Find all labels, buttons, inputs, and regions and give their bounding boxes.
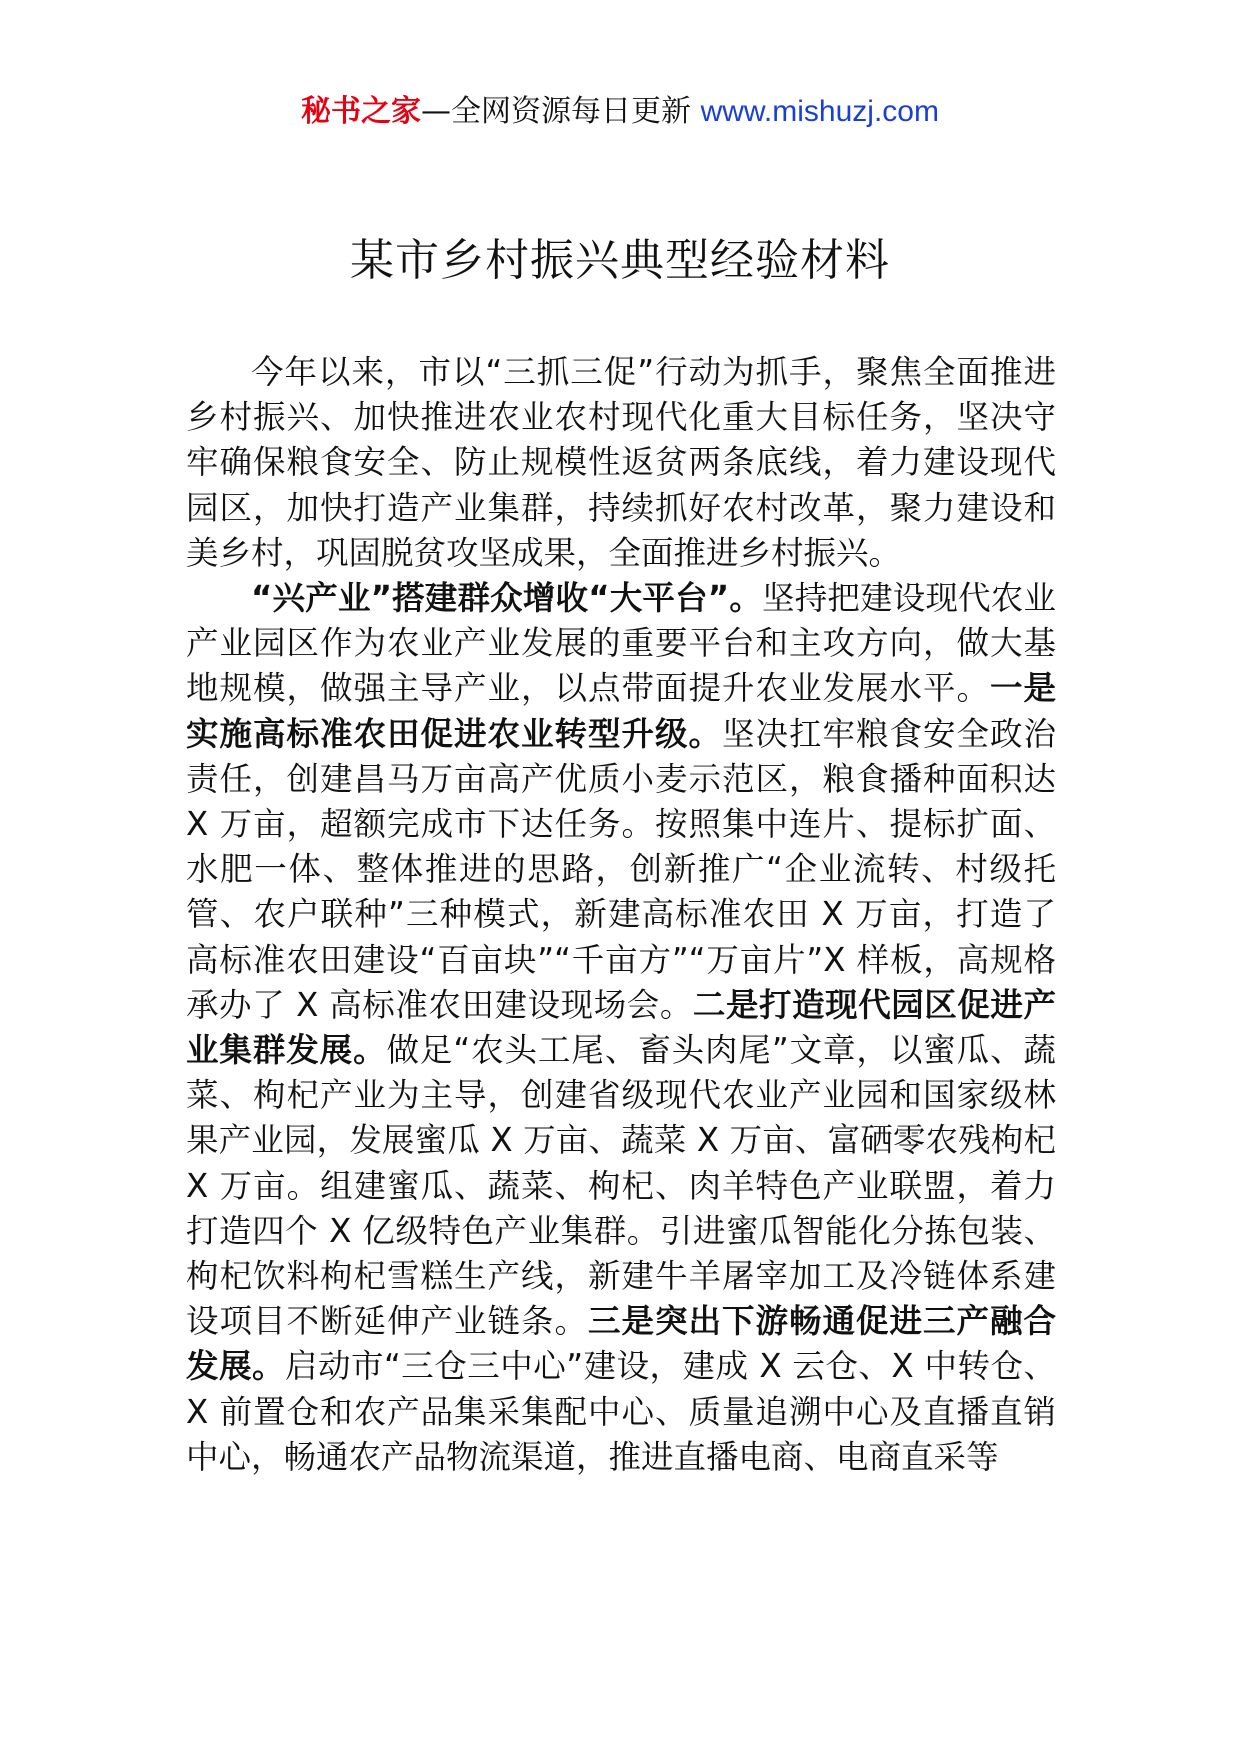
document-title: 某市乡村振兴典型经验材料	[350, 235, 890, 286]
site-brand: 秘书之家	[301, 94, 422, 129]
section-heading: “兴产业”搭建群众增收“大平台”。	[251, 579, 763, 618]
site-slogan: —全网资源每日更新	[421, 94, 701, 129]
point-heading-3: 三是突出下游畅通促进三产融合发展。	[186, 1302, 1056, 1386]
paragraph-text: 今年以来，市以“三抓三促”行动为抓手，聚焦全面推进乡村振兴、加快推进农业农村现代化重大目标任务，坚决守牢确保粮食安全、防止规模性返贫两条底线，着力建设现代园区，加快打造产业集群，持续抓好农村改革，聚力建设和美乡村，巩固脱贫攻坚成果，全面推进乡村振兴。	[186, 353, 1056, 572]
site-url-link[interactable]: www.mishuzj.com	[700, 95, 939, 128]
point-heading-2: 二是打造现代园区促进产业集群发展。	[186, 985, 1056, 1070]
paragraph-text: 做足“农头工尾、畜头肉尾”文章，以蜜瓜、蔬菜、枸杞产业为主导，创建省级现代农业产业园和国家级林果产业园，发展蜜瓜 X 万亩、蔬菜 X 万亩、富硒零农残枸杞 X 万亩。组建蜜瓜、蔬菜、枸杞、肉羊特色产业联盟，着力打造四个 X 亿级特色产业集群。引进蜜瓜智能化分拣包装、枸杞饮料枸杞雪糕生产线，新建牛羊屠宰加工及冷链体系建设项目不断延伸产业链条。	[186, 1031, 1056, 1341]
site-banner	[0, 92, 1240, 132]
paragraph-text: 坚持把建设现代农业产业园区作为农业产业发展的重要平台和主攻方向，做大基地规模，做强主导产业，以点带面提升农业发展水平。	[186, 579, 1056, 708]
paragraph-industry	[186, 576, 1056, 1480]
point-heading-1: 一是实施高标准农田促进农业转型升级。	[186, 669, 1056, 753]
paragraph-text: 坚决扛牢粮食安全政治责任，创建昌马万亩高产优质小麦示范区，粮食播种面积达 X 万亩，超额完成市下达任务。按照集中连片、提标扩面、水肥一体、整体推进的思路，创新推广“企业流转、村级托管、农户联种”三种模式，新建高标准农田 X 万亩，打造了高标准农田建设“百亩块”“千亩方”“万亩片”X 样板，高规格承办了 X 高标准农田建设现场会。	[186, 714, 1056, 1024]
paragraph-intro	[186, 350, 1056, 576]
document-body	[186, 350, 1056, 1480]
paragraph-text: 启动市“三仓三中心”建设，建成 X 云仓、X 中转仓、X 前置仓和农产品集采集配中心、质量追溯中心及直播直销中心，畅通农产品物流渠道，推进直播电商、电商直采等	[186, 1347, 1056, 1476]
